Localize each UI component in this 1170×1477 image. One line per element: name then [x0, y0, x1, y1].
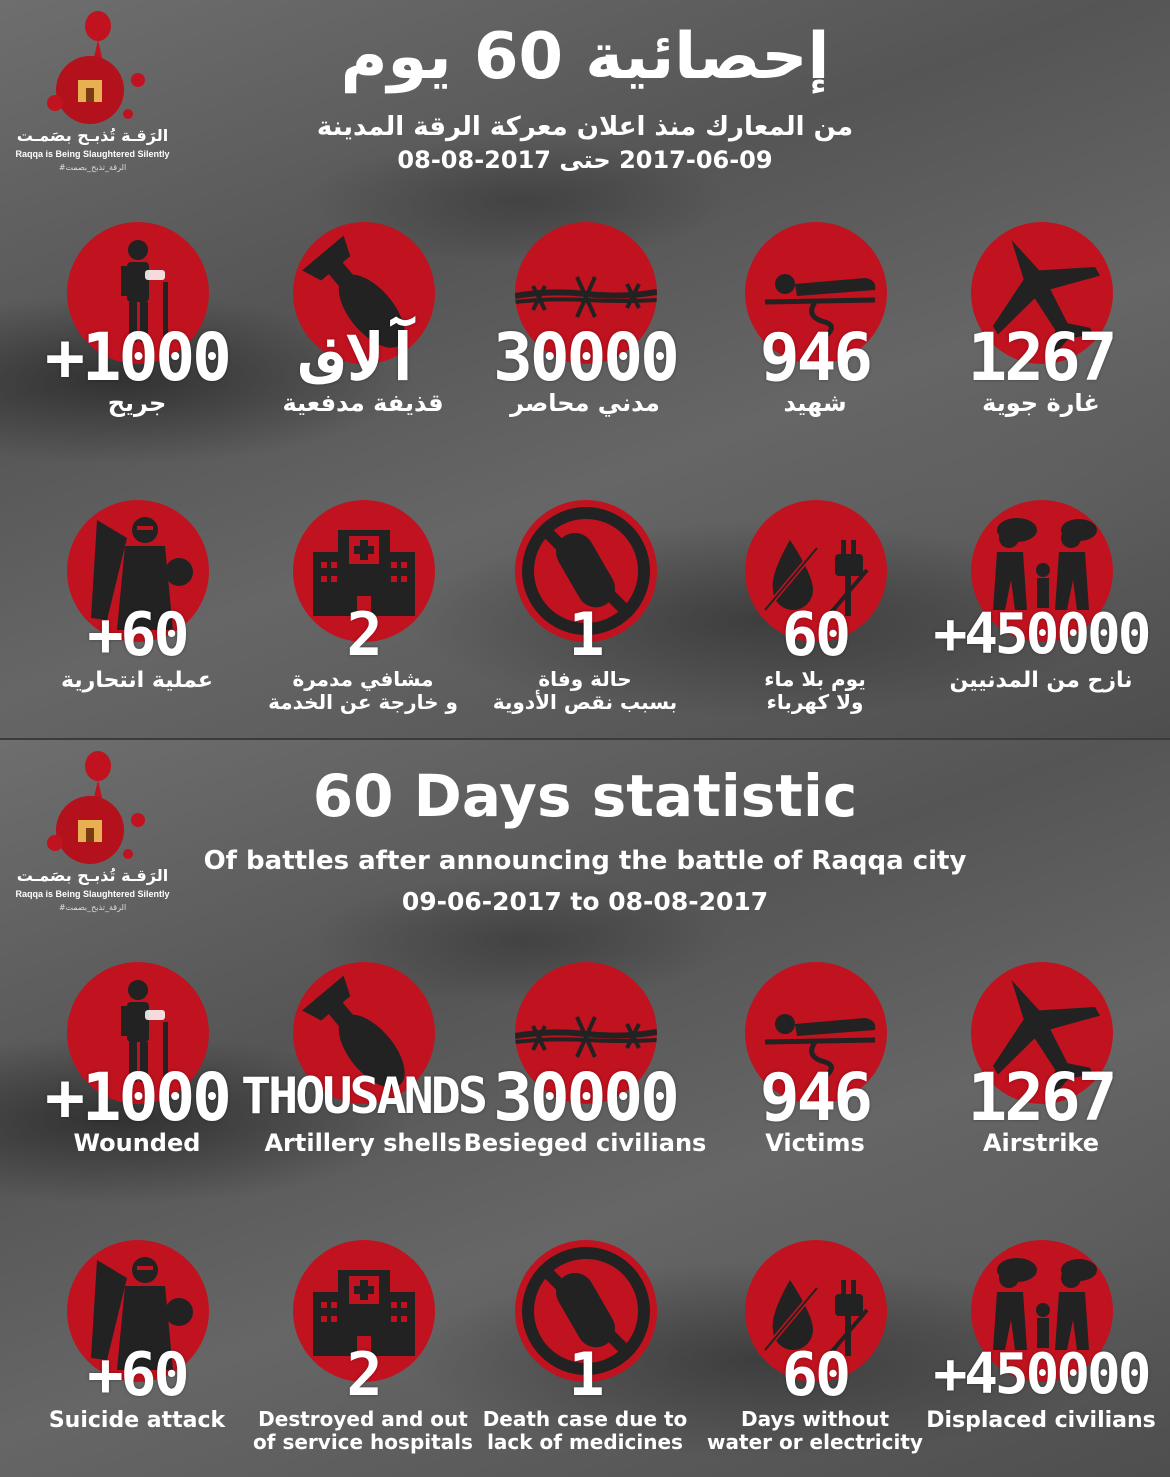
stat-card	[700, 500, 930, 730]
stat-value: 1	[568, 1340, 602, 1410]
stat-card	[926, 222, 1156, 452]
page-title: 60 Days statistic	[312, 762, 858, 830]
stat-label-line1: جريح	[107, 389, 167, 417]
stat-label-line1: Wounded	[73, 1129, 201, 1157]
stat-value: +1000	[45, 1059, 229, 1136]
logo-hashtag: #الرقة_تذبح_بصمت	[58, 903, 127, 912]
logo-english-name: Raqqa is Being Slaughtered Silently	[15, 149, 170, 159]
stat-card	[926, 500, 1156, 730]
date-range: 09-06-2017 to 08-08-2017	[401, 887, 769, 916]
logo-arabic-name: الرَقـة تُذبـح بصَمـت	[16, 126, 169, 145]
stat-value: +60	[87, 1340, 187, 1410]
stat-label-line2: of service hospitals	[253, 1430, 473, 1454]
stat-value: +1000	[45, 319, 229, 396]
page-title: إحصائية 60 يوم	[340, 20, 830, 94]
stat-value: 946	[759, 1059, 871, 1136]
stat-value: +450000	[933, 1342, 1149, 1407]
stat-value: 946	[759, 319, 871, 396]
stat-card	[470, 1240, 700, 1470]
subtitle: من المعارك منذ اعلان معركة الرقة المدينة	[316, 112, 854, 142]
stat-label-line1: Artillery shells	[264, 1129, 462, 1157]
stat-label-line1: Days without	[740, 1407, 890, 1431]
stat-label-line1: Victims	[765, 1129, 865, 1157]
stat-label-line1: Displaced civilians	[926, 1408, 1156, 1433]
stat-value: +60	[87, 600, 187, 670]
stat-label-line2: بسبب نقص الأدوية	[492, 690, 678, 714]
stat-label	[896, 1130, 1170, 1158]
stat-label-line1: يوم بلا ماء	[764, 667, 866, 691]
logo-arabic-name: الرَقـة تُذبـح بصَمـت	[16, 866, 169, 885]
stat-label-line1: شهيد	[783, 389, 847, 417]
stat-value: 1267	[967, 319, 1115, 396]
stat-label-line1: نازح من المدنيين	[949, 668, 1133, 693]
stat-card	[700, 1240, 930, 1470]
stat-label-line2: lack of medicines	[487, 1430, 683, 1454]
english-panel	[0, 738, 1170, 1477]
stat-value: 60	[781, 600, 849, 670]
stat-label	[896, 668, 1170, 693]
stat-value: 2	[346, 600, 380, 670]
stat-label	[896, 1408, 1170, 1433]
stat-label	[896, 390, 1170, 418]
stat-label-line1: غارة جوية	[982, 389, 1100, 417]
stat-label-line1: Besieged civilians	[463, 1129, 707, 1157]
stat-label-line1: عملية انتحارية	[61, 668, 213, 693]
stat-label-line2: water or electricity	[707, 1430, 923, 1454]
logo-hashtag: #الرقة_تذبح_بصمت	[58, 163, 127, 172]
stat-label-line1: Death case due to	[482, 1407, 688, 1431]
stat-value: آلاف	[303, 319, 423, 396]
stat-card	[470, 222, 700, 452]
stat-card	[926, 962, 1156, 1192]
stat-label-line1: مدني محاصر	[510, 389, 660, 417]
stat-value: 1267	[967, 1059, 1115, 1136]
stat-label-line1: قذيفة مدفعية	[282, 389, 444, 417]
stat-label-line1: مشافي مدمرة	[292, 667, 434, 691]
stat-value: 30000	[493, 319, 677, 396]
stat-label-line1: حالة وفاة	[538, 667, 632, 691]
stat-card	[470, 500, 700, 730]
stat-label-line2: ولا كهرباء	[766, 690, 864, 714]
stat-value: THOUSANDS	[241, 1067, 485, 1125]
stat-value: +450000	[933, 602, 1149, 667]
stat-label-line1: Destroyed and out	[258, 1407, 468, 1431]
logo-english-name: Raqqa is Being Slaughtered Silently	[15, 889, 170, 899]
subtitle: Of battles after announcing the battle of Raqqa city	[203, 846, 967, 876]
stat-card	[463, 962, 707, 1192]
stat-label-line1: Airstrike	[982, 1129, 1100, 1157]
stat-label-line1: Suicide attack	[48, 1408, 226, 1433]
date-range: 2017-06-09 حتى 2017-08-08	[397, 146, 773, 174]
stat-value: 1	[568, 600, 602, 670]
arabic-panel	[0, 0, 1170, 738]
stat-value: 2	[346, 1340, 380, 1410]
stat-card	[926, 1240, 1156, 1470]
stat-value: 30000	[493, 1059, 677, 1136]
stat-value: 60	[781, 1340, 849, 1410]
stat-label-line2: و خارجة عن الخدمة	[268, 690, 458, 714]
